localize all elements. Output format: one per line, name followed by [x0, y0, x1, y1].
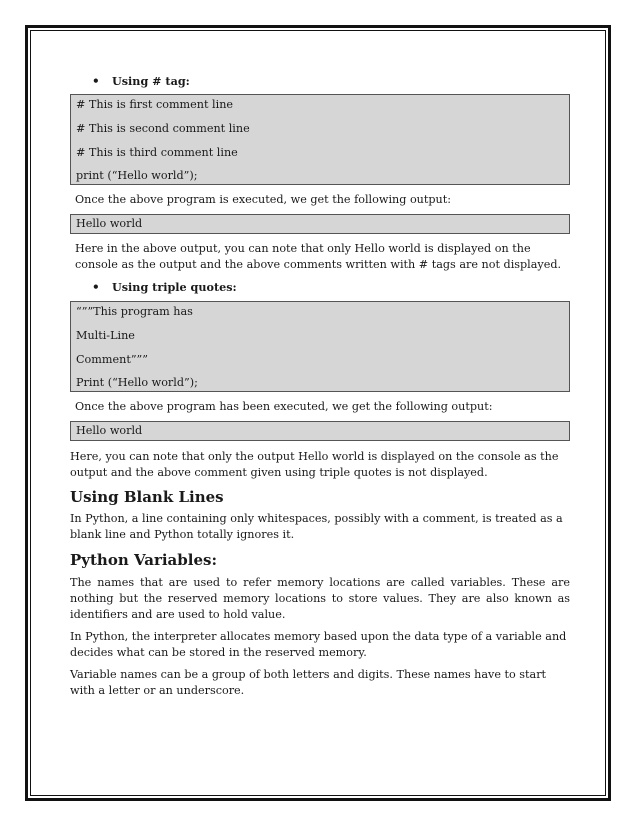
paragraph-variables: Variable names can be a group of both letters and digits. These names have to start with a letter or an underscore. — [70, 668, 547, 697]
code-line: Comment””” — [76, 353, 148, 366]
paragraph-after-code: Once the above program has been executed, we get the following output: — [75, 400, 493, 413]
bullet-label: Using # tag: — [112, 74, 190, 88]
paragraph-explanation: Here in the above output, you can note that only Hello world is displayed on the console as the output and the above comments written with # tags are not displayed. — [75, 242, 562, 271]
paragraph-explanation: Here, you can note that only the output Hello world is displayed on the console as the output and the above comment given using triple quotes is not displayed. — [70, 450, 559, 479]
paragraph-variables: The names that are used to refer memory locations are called variables. These are nothing but the reserved memory locations to store values. They are also known as identifiers and are used to hold value. — [70, 576, 570, 621]
heading-blank-lines: Using Blank Lines — [70, 488, 224, 506]
code-line: # This is second comment line — [76, 122, 250, 135]
code-block-hash-comments — [70, 94, 570, 185]
code-line: print (“Hello world”); — [76, 169, 198, 182]
paragraph-after-code: Once the above program is executed, we get the following output: — [75, 193, 452, 206]
bullet-icon: • — [92, 74, 100, 88]
code-block-triple-quotes — [70, 301, 570, 392]
heading-python-variables: Python Variables: — [70, 551, 217, 569]
document-content — [70, 70, 570, 699]
bullet-icon: • — [92, 280, 100, 294]
paragraph-variables: In Python, the interpreter allocates memory based upon the data type of a variable and decides what can be stored in the reserved memory. — [70, 630, 567, 659]
output-box: Hello world — [70, 421, 570, 441]
code-line: Print (“Hello world”); — [76, 376, 198, 389]
code-line: # This is first comment line — [76, 98, 234, 111]
code-line: Multi-Line — [76, 329, 135, 342]
code-line: “””This program has — [76, 305, 193, 318]
code-line: # This is third comment line — [76, 146, 238, 159]
output-box: Hello world — [70, 214, 570, 234]
bullet-using-hash-tag — [92, 73, 570, 89]
bullet-using-triple-quotes — [92, 279, 570, 295]
bullet-label: Using triple quotes: — [112, 280, 237, 294]
paragraph-blank-lines: In Python, a line containing only whitespaces, possibly with a comment, is treated as a blank line and Python totally ignores it. — [70, 512, 563, 541]
